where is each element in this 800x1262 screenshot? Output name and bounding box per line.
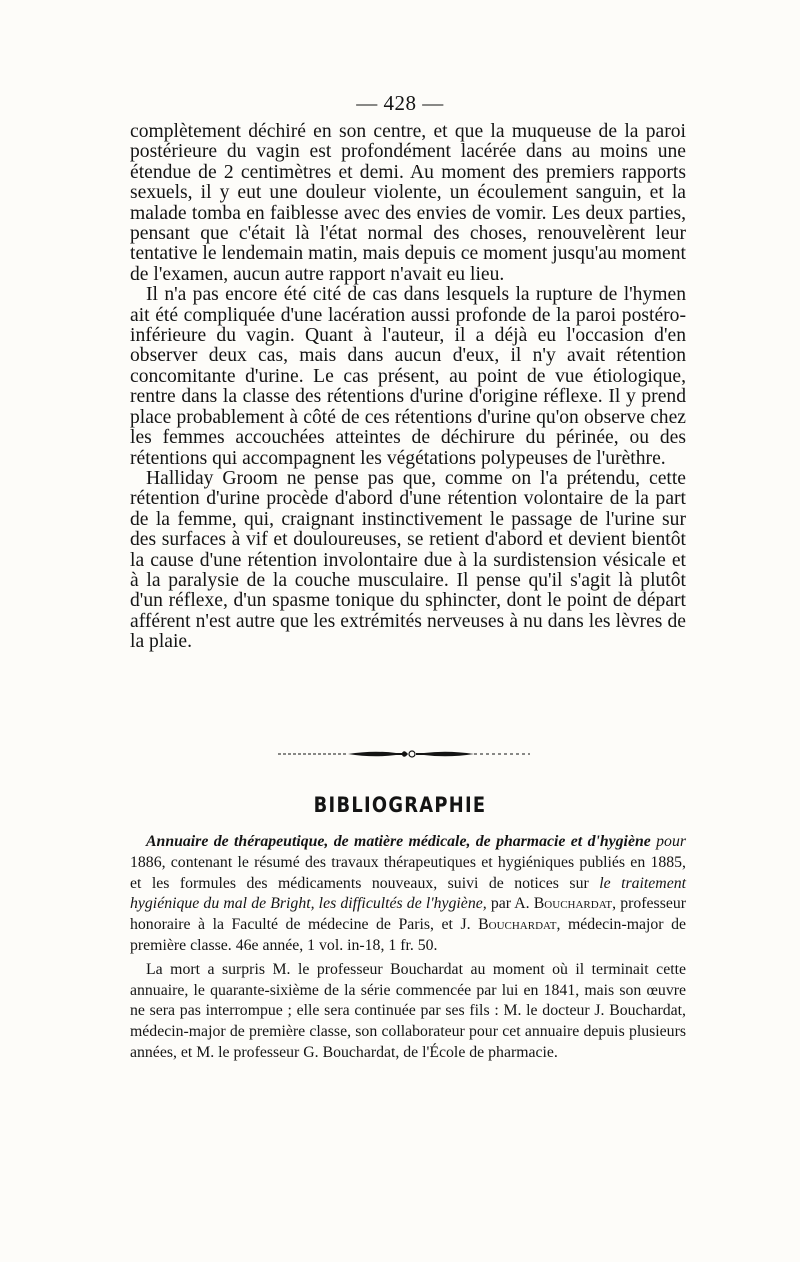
- author-role: , médecin-major de première classe. 46e année, 1 vol. in-18, 1 fr. 50.: [130, 916, 686, 954]
- section-title: BIBLIOGRAPHIE: [313, 793, 487, 817]
- main-text: [130, 122, 686, 653]
- entry-works: le traitement hygiénique du mal de Bright, les difficultés de l'hygiène,: [130, 874, 686, 913]
- paragraph: Il n'a pas encore été cité de cas dans lesquels la rupture de l'hymen ait été compliquée d'une lacération aussi profonde de la paroi postéro-inférieure du vagin. Quant à l'auteur, il a déjà eu l'occasion d'en observer deux cas, mais dans aucun d'eux, il n'y avait rétention concomitante d'urine. Le cas présent, au point de vue étiologique, rentre dans la classe des rétentions d'urine d'origine réflexe. Il y prend place probablement à côté de ces rétentions d'urine qu'on observe chez les femmes accouchées atteintes de déchirure du périnée, ou des rétentions qui accompagnent les végétations polypeuses de l'urèthre.: [130, 284, 686, 469]
- paragraph: complètement déchiré en son centre, et que la muqueuse de la paroi postérieure du vagin est profondément lacérée dans au moins une étendue de 2 centimètres et demi. Au moment des premiers rapports sexuels, il y eut une douleur violente, un écoulement sanguin, et la malade tomba en faiblesse avec des envies de vomir. Les deux parties, pensant que c'était là l'état normal des choses, renouvelèrent leur tentative le lendemain matin, mais depuis ce moment jusqu'au moment de l'examen, aucun autre rapport n'avait eu lieu.: [130, 121, 686, 285]
- author-role: , professeur honoraire à la Faculté de médecine de Paris, et J.: [130, 895, 687, 934]
- bibliography: [130, 832, 686, 1064]
- author-name: Bouchardat: [533, 895, 613, 913]
- bibliography-entry: [130, 832, 686, 957]
- ornamental-divider: [278, 748, 530, 760]
- entry-text: contenant le résumé des travaux thérapeutiques et hygiéniques publiés en 1885, et les formules des médicaments nouveaux, suivi de notices sur: [130, 853, 686, 892]
- entry-par: par A.: [490, 895, 530, 913]
- paragraph: Halliday Groom ne pense pas que, comme on l'a prétendu, cette rétention d'urine procède d'abord d'une rétention volontaire de la part de la femme, qui, craignant instinctivement le passage de l'urine sur des surfaces à vif et douloureuses, se retient d'abord et devient bientôt la cause d'une rétention involontaire due à la surdistension vésicale et à la paralysie de la couche musculaire. Il pense qu'il s'agit là plutôt d'un réflexe, d'un spasme tonique du sphincter, dont le point de départ afférent n'est autre que les extrémités nerveuses à nu dans les lèvres de la plaie.: [130, 467, 686, 653]
- page-number: — 428 —: [356, 91, 444, 115]
- bibliography-note: La mort a surpris M. le professeur Bouchardat au moment où il terminait cette annuaire, le quarante-sixième de la série commencée par lui en 1841, mais son œuvre ne sera pas interrompue ; elle sera continuée par ses fils : M. le docteur J. Bouchardat, médecin-major de première classe, son collaborateur pour cet annuaire depuis plusieurs années, et M. le professeur G. Bouchardat, de l'École de pharmacie.: [130, 960, 686, 1061]
- entry-year: 1886,: [130, 853, 166, 871]
- entry-pour: pour: [656, 833, 686, 850]
- entry-title: Annuaire de thérapeutique, de matière médicale, de pharmacie et d'hygiène: [146, 833, 651, 850]
- author-name: Bouchardat: [478, 916, 557, 934]
